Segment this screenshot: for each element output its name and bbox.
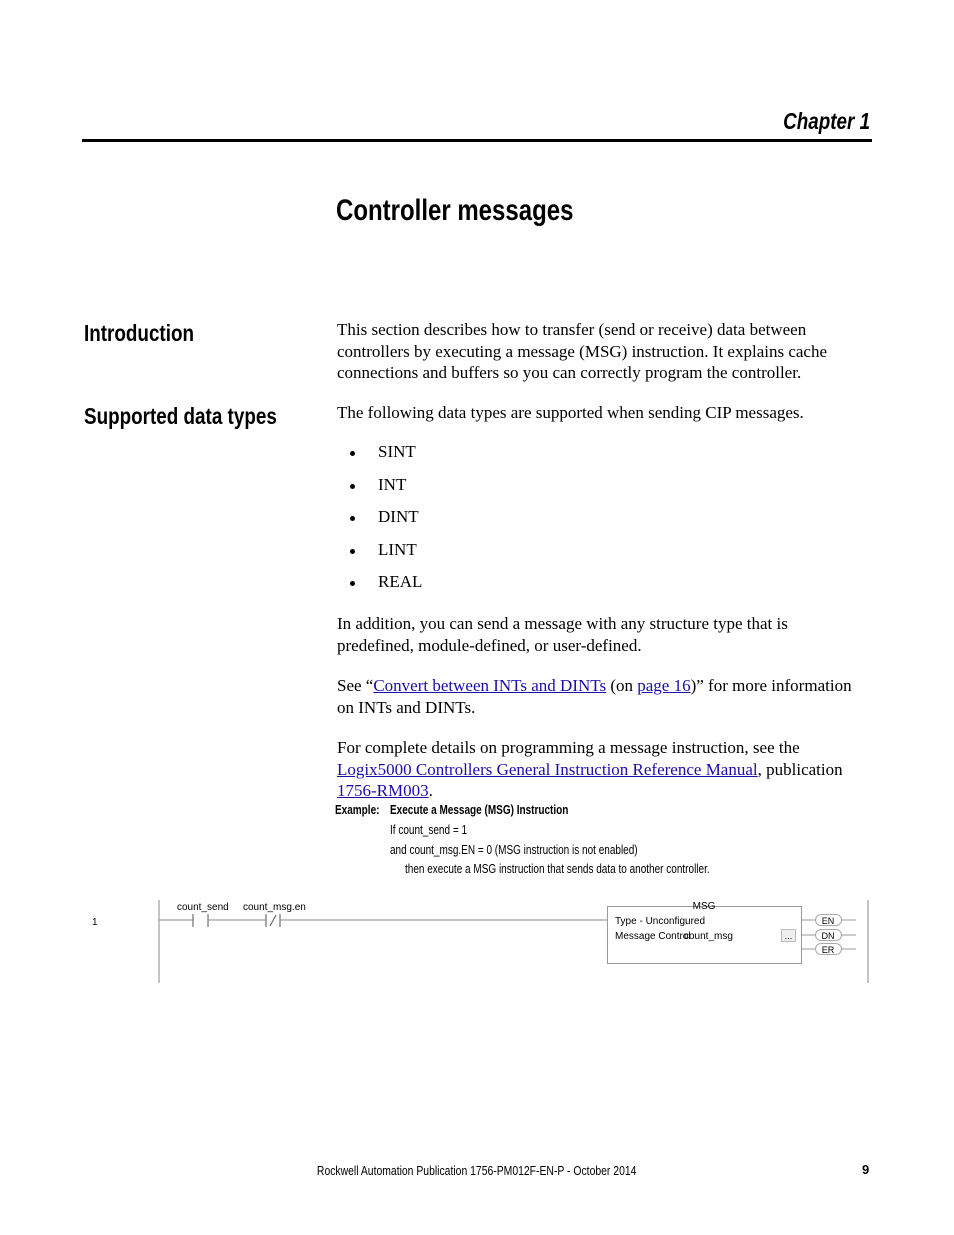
page-number: 9 <box>862 1162 870 1177</box>
reference-manual-link[interactable]: Logix5000 Controllers General Instruction Reference Manual <box>337 759 758 779</box>
structure-paragraph: In addition, you can send a message with any structure type that is predefined, module-defined, or user-defined. <box>337 614 788 655</box>
msg-control-value: count_msg <box>684 931 733 942</box>
list-item: SINT <box>336 442 422 475</box>
list-item: REAL <box>336 572 422 605</box>
contact-2-tag: count_msg.en <box>243 902 306 913</box>
bullet-icon <box>350 516 355 521</box>
introduction-heading: Introduction <box>84 320 194 346</box>
list-item: DINT <box>336 507 422 540</box>
convert-ints-link[interactable]: Convert between INTs and DINTs <box>373 676 607 695</box>
msg-type-row: Type - Unconfigured <box>615 916 706 927</box>
chapter-label: Chapter 1 <box>783 108 870 134</box>
list-item: LINT <box>336 540 422 573</box>
page-16-link[interactable]: page 16 <box>637 676 691 695</box>
bullet-icon <box>350 484 355 489</box>
contact-1-tag: count_send <box>177 902 229 913</box>
msg-browse-ellipsis: ... <box>784 931 793 941</box>
example-label: Example: <box>335 803 380 817</box>
list-item: INT <box>336 475 422 508</box>
rung-number: 1 <box>92 917 98 928</box>
output-en-label: EN <box>821 916 835 926</box>
example-title: Execute a Message (MSG) Instruction <box>390 803 569 817</box>
publication-link[interactable]: 1756-RM003 <box>337 781 429 800</box>
example-action: then execute a MSG instruction that sends data to another controller. <box>405 862 710 876</box>
supported-types-heading: Supported data types <box>84 403 277 429</box>
bullet-icon <box>350 451 355 456</box>
introduction-paragraph: This section describes how to transfer (send or receive) data between controllers by executing a message (MSG) instruction. It explains cache connections and buffers so you can correctly program the controller. <box>337 320 828 382</box>
output-dn-label: DN <box>821 931 835 941</box>
msg-control-label: Message Control <box>615 931 691 942</box>
ladder-diagram <box>0 890 954 990</box>
bullet-icon <box>350 581 355 586</box>
header-rule <box>82 139 872 142</box>
supported-types-lead: The following data types are supported when sending CIP messages. <box>337 403 804 422</box>
reference-paragraph: For complete details on programming a message instruction, see the Logix5000 Controllers General Instruction Reference Manual, publication 1756-RM003. <box>337 738 843 800</box>
contact-2-slash <box>270 915 276 926</box>
bullet-icon <box>350 549 355 554</box>
footer-publication: Rockwell Automation Publication 1756-PM012F-EN-P - October 2014 <box>317 1163 637 1178</box>
msg-block-title: MSG <box>692 901 716 912</box>
example-condition-1: If count_send = 1 <box>390 823 468 837</box>
data-types-list <box>336 442 422 605</box>
example-condition-2: and count_msg.EN = 0 (MSG instruction is not enabled) <box>390 843 638 857</box>
see-also-paragraph: See “Convert between INTs and DINTs (on page 16)” for more information on INTs and DINTs. <box>337 676 852 717</box>
page-title: Controller messages <box>336 194 574 227</box>
output-er-label: ER <box>821 945 835 955</box>
